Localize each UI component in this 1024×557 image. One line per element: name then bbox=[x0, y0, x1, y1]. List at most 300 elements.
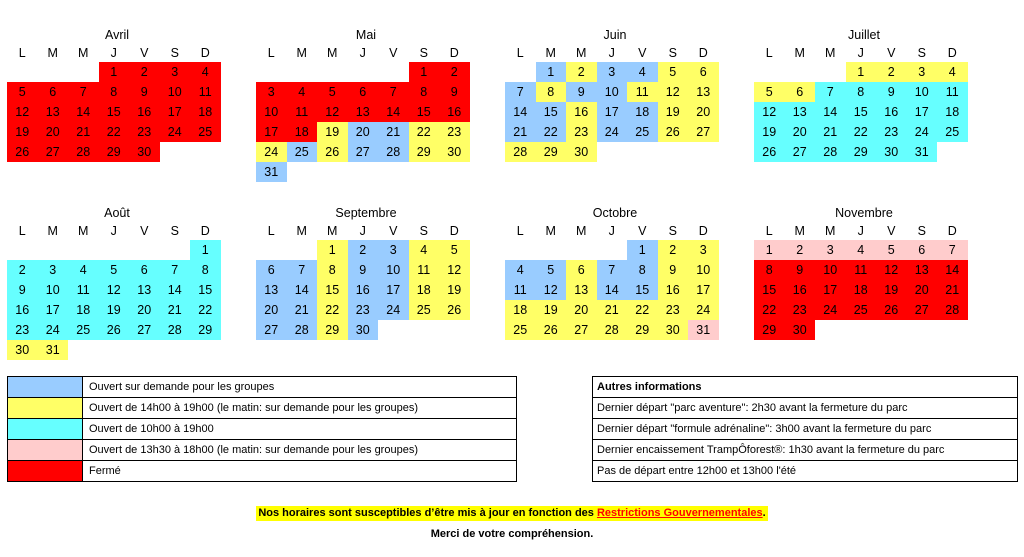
info-table bbox=[592, 376, 1018, 482]
month-title: Septembre bbox=[335, 206, 397, 220]
empty-cell bbox=[129, 240, 160, 260]
weekday-label: M bbox=[825, 224, 836, 238]
weekday-header bbox=[754, 44, 974, 62]
day-cell: 16 bbox=[785, 280, 816, 300]
day-cell: 21 bbox=[287, 300, 318, 320]
day-cell: 7 bbox=[68, 82, 99, 102]
week-row bbox=[7, 300, 227, 320]
day-cell: 4 bbox=[190, 62, 221, 82]
day-cell: 1 bbox=[536, 62, 567, 82]
restrictions-link[interactable]: Restrictions Gouvernementales bbox=[596, 507, 763, 519]
day-cell: 3 bbox=[256, 82, 287, 102]
empty-cell bbox=[815, 62, 846, 82]
day-cell: 28 bbox=[815, 142, 846, 162]
day-cell: 23 bbox=[439, 122, 470, 142]
weekday-label: M bbox=[794, 224, 805, 238]
day-cell: 8 bbox=[754, 260, 785, 280]
week-row bbox=[754, 62, 974, 82]
day-cell: 8 bbox=[409, 82, 440, 102]
day-cell: 24 bbox=[160, 122, 191, 142]
day-cell: 28 bbox=[160, 320, 191, 340]
day-cell: 18 bbox=[505, 300, 536, 320]
day-cell: 23 bbox=[7, 320, 38, 340]
day-cell: 30 bbox=[129, 142, 160, 162]
day-cell: 2 bbox=[785, 240, 816, 260]
week-row bbox=[256, 300, 476, 320]
weekday-label: V bbox=[887, 46, 896, 60]
weekday-label: D bbox=[200, 46, 210, 60]
day-cell: 18 bbox=[846, 280, 877, 300]
legend-label: Ouvert de 13h30 à 18h00 (le matin: sur demande pour les groupes) bbox=[89, 444, 418, 456]
day-cell: 6 bbox=[256, 260, 287, 280]
weekday-label: L bbox=[267, 46, 275, 60]
month-title: Octobre bbox=[592, 206, 638, 220]
notice-text: Nos horaires sont susceptibles d’être mis à jour en fonction des bbox=[258, 507, 597, 519]
day-cell: 2 bbox=[348, 240, 379, 260]
day-cell: 22 bbox=[99, 122, 130, 142]
day-cell: 23 bbox=[348, 300, 379, 320]
day-cell: 28 bbox=[378, 142, 409, 162]
empty-cell bbox=[536, 240, 567, 260]
day-cell: 16 bbox=[439, 102, 470, 122]
day-cell: 18 bbox=[68, 300, 99, 320]
day-cell: 1 bbox=[99, 62, 130, 82]
day-cell: 13 bbox=[785, 102, 816, 122]
weekday-header bbox=[505, 222, 725, 240]
day-cell: 7 bbox=[160, 260, 191, 280]
weekday-label: M bbox=[794, 46, 805, 60]
weekday-label: S bbox=[419, 224, 428, 238]
legend-row bbox=[8, 440, 516, 461]
day-cell: 16 bbox=[348, 280, 379, 300]
day-cell: 30 bbox=[785, 320, 816, 340]
day-cell: 4 bbox=[409, 240, 440, 260]
day-cell: 5 bbox=[536, 260, 567, 280]
day-cell: 14 bbox=[287, 280, 318, 300]
day-cell: 22 bbox=[627, 300, 658, 320]
month-title: Juin bbox=[603, 28, 627, 42]
day-cell: 27 bbox=[348, 142, 379, 162]
day-cell: 21 bbox=[505, 122, 536, 142]
week-row bbox=[256, 82, 476, 102]
day-cell: 22 bbox=[536, 122, 567, 142]
empty-cell bbox=[566, 240, 597, 260]
weekday-label: V bbox=[887, 224, 896, 238]
week-row bbox=[754, 320, 974, 340]
day-cell: 13 bbox=[348, 102, 379, 122]
weekday-label: D bbox=[947, 46, 957, 60]
legend-swatch bbox=[8, 377, 83, 397]
day-cell: 12 bbox=[439, 260, 470, 280]
week-row bbox=[505, 122, 725, 142]
day-cell: 3 bbox=[38, 260, 69, 280]
week-row bbox=[505, 300, 725, 320]
day-cell: 26 bbox=[876, 300, 907, 320]
day-cell: 15 bbox=[317, 280, 348, 300]
empty-cell bbox=[38, 62, 69, 82]
day-cell: 31 bbox=[256, 162, 287, 182]
day-cell: 9 bbox=[7, 280, 38, 300]
day-cell: 15 bbox=[409, 102, 440, 122]
day-cell: 25 bbox=[937, 122, 968, 142]
day-cell: 27 bbox=[566, 320, 597, 340]
day-cell: 23 bbox=[129, 122, 160, 142]
day-cell: 20 bbox=[256, 300, 287, 320]
day-cell: 31 bbox=[907, 142, 938, 162]
day-cell: 19 bbox=[7, 122, 38, 142]
day-cell: 20 bbox=[129, 300, 160, 320]
day-cell: 23 bbox=[785, 300, 816, 320]
empty-cell bbox=[256, 240, 287, 260]
week-row bbox=[256, 102, 476, 122]
legend-swatch bbox=[8, 419, 83, 439]
day-cell: 7 bbox=[815, 82, 846, 102]
day-cell: 9 bbox=[129, 82, 160, 102]
notice-end: . bbox=[762, 507, 766, 519]
day-cell: 18 bbox=[937, 102, 968, 122]
week-row bbox=[256, 62, 476, 82]
legend-label: Ouvert sur demande pour les groupes bbox=[89, 381, 275, 393]
day-cell: 15 bbox=[190, 280, 221, 300]
day-cell: 7 bbox=[505, 82, 536, 102]
day-cell: 16 bbox=[566, 102, 597, 122]
weekday-label: M bbox=[296, 46, 307, 60]
day-cell: 11 bbox=[68, 280, 99, 300]
day-cell: 4 bbox=[68, 260, 99, 280]
month-octobre bbox=[505, 205, 725, 340]
day-cell: 30 bbox=[876, 142, 907, 162]
weekday-label: M bbox=[545, 224, 556, 238]
day-cell: 1 bbox=[846, 62, 877, 82]
empty-cell bbox=[785, 62, 816, 82]
day-cell: 27 bbox=[785, 142, 816, 162]
empty-cell bbox=[7, 240, 38, 260]
day-cell: 12 bbox=[754, 102, 785, 122]
empty-cell bbox=[99, 240, 130, 260]
day-cell: 12 bbox=[99, 280, 130, 300]
day-cell: 27 bbox=[129, 320, 160, 340]
day-cell: 12 bbox=[317, 102, 348, 122]
day-cell: 27 bbox=[38, 142, 69, 162]
day-cell: 18 bbox=[287, 122, 318, 142]
day-cell: 2 bbox=[7, 260, 38, 280]
day-cell: 19 bbox=[536, 300, 567, 320]
weekday-label: M bbox=[576, 46, 587, 60]
empty-cell bbox=[160, 240, 191, 260]
month-septembre bbox=[256, 205, 476, 340]
week-row bbox=[7, 320, 227, 340]
day-cell: 10 bbox=[688, 260, 719, 280]
day-cell: 10 bbox=[378, 260, 409, 280]
day-cell: 24 bbox=[815, 300, 846, 320]
day-cell: 27 bbox=[256, 320, 287, 340]
weekday-label: J bbox=[359, 46, 366, 60]
legend-swatch bbox=[8, 461, 83, 481]
week-row bbox=[505, 240, 725, 260]
week-row bbox=[505, 320, 725, 340]
weekday-label: M bbox=[576, 224, 587, 238]
week-row bbox=[7, 122, 227, 142]
day-cell: 26 bbox=[317, 142, 348, 162]
weekday-label: M bbox=[47, 224, 58, 238]
day-cell: 1 bbox=[754, 240, 785, 260]
day-cell: 10 bbox=[907, 82, 938, 102]
day-cell: 29 bbox=[317, 320, 348, 340]
day-cell: 26 bbox=[658, 122, 689, 142]
day-cell: 18 bbox=[190, 102, 221, 122]
day-cell: 17 bbox=[815, 280, 846, 300]
week-row bbox=[505, 142, 725, 162]
day-cell: 24 bbox=[256, 142, 287, 162]
week-row bbox=[505, 82, 725, 102]
weekday-label: J bbox=[359, 224, 366, 238]
day-cell: 19 bbox=[754, 122, 785, 142]
day-cell: 6 bbox=[688, 62, 719, 82]
day-cell: 11 bbox=[505, 280, 536, 300]
day-cell: 9 bbox=[566, 82, 597, 102]
empty-cell bbox=[348, 62, 379, 82]
empty-cell bbox=[754, 62, 785, 82]
day-cell: 6 bbox=[38, 82, 69, 102]
week-row bbox=[256, 260, 476, 280]
empty-cell bbox=[287, 62, 318, 82]
day-cell: 13 bbox=[129, 280, 160, 300]
day-cell: 31 bbox=[688, 320, 719, 340]
day-cell: 29 bbox=[99, 142, 130, 162]
day-cell: 1 bbox=[627, 240, 658, 260]
day-cell: 2 bbox=[566, 62, 597, 82]
day-cell: 14 bbox=[68, 102, 99, 122]
day-cell: 5 bbox=[317, 82, 348, 102]
day-cell: 29 bbox=[627, 320, 658, 340]
day-cell: 26 bbox=[439, 300, 470, 320]
week-row bbox=[754, 300, 974, 320]
weekday-label: J bbox=[857, 46, 864, 60]
day-cell: 6 bbox=[129, 260, 160, 280]
day-cell: 19 bbox=[439, 280, 470, 300]
empty-cell bbox=[505, 62, 536, 82]
day-cell: 11 bbox=[190, 82, 221, 102]
week-row bbox=[754, 102, 974, 122]
day-cell: 18 bbox=[627, 102, 658, 122]
weekday-label: D bbox=[698, 46, 708, 60]
day-cell: 26 bbox=[7, 142, 38, 162]
month-mai bbox=[256, 27, 476, 182]
day-cell: 20 bbox=[688, 102, 719, 122]
day-cell: 9 bbox=[439, 82, 470, 102]
week-row bbox=[7, 62, 227, 82]
empty-cell bbox=[68, 240, 99, 260]
month-juin bbox=[505, 27, 725, 162]
day-cell: 19 bbox=[658, 102, 689, 122]
day-cell: 10 bbox=[256, 102, 287, 122]
weekday-header bbox=[7, 44, 227, 62]
day-cell: 16 bbox=[7, 300, 38, 320]
day-cell: 22 bbox=[190, 300, 221, 320]
day-cell: 16 bbox=[876, 102, 907, 122]
day-cell: 22 bbox=[409, 122, 440, 142]
weekday-label: M bbox=[296, 224, 307, 238]
day-cell: 12 bbox=[536, 280, 567, 300]
day-cell: 12 bbox=[876, 260, 907, 280]
day-cell: 9 bbox=[658, 260, 689, 280]
day-cell: 8 bbox=[190, 260, 221, 280]
day-cell: 22 bbox=[754, 300, 785, 320]
empty-cell bbox=[287, 240, 318, 260]
week-row bbox=[754, 240, 974, 260]
day-cell: 7 bbox=[937, 240, 968, 260]
week-row bbox=[256, 142, 476, 162]
day-cell: 20 bbox=[907, 280, 938, 300]
weekday-label: S bbox=[668, 224, 677, 238]
day-cell: 12 bbox=[658, 82, 689, 102]
info-row: Pas de départ entre 12h00 et 13h00 l'été bbox=[593, 461, 1017, 482]
day-cell: 16 bbox=[658, 280, 689, 300]
empty-cell bbox=[505, 240, 536, 260]
day-cell: 8 bbox=[846, 82, 877, 102]
weekday-label: S bbox=[917, 224, 926, 238]
day-cell: 23 bbox=[876, 122, 907, 142]
month-avril bbox=[7, 27, 227, 162]
day-cell: 11 bbox=[409, 260, 440, 280]
day-cell: 26 bbox=[754, 142, 785, 162]
day-cell: 18 bbox=[409, 280, 440, 300]
day-cell: 15 bbox=[536, 102, 567, 122]
weekday-header bbox=[256, 222, 476, 240]
day-cell: 11 bbox=[846, 260, 877, 280]
day-cell: 7 bbox=[287, 260, 318, 280]
day-cell: 28 bbox=[68, 142, 99, 162]
day-cell: 14 bbox=[597, 280, 628, 300]
week-row bbox=[754, 260, 974, 280]
day-cell: 25 bbox=[505, 320, 536, 340]
day-cell: 20 bbox=[566, 300, 597, 320]
weekday-label: M bbox=[825, 46, 836, 60]
day-cell: 7 bbox=[378, 82, 409, 102]
weekday-label: V bbox=[140, 224, 149, 238]
day-cell: 21 bbox=[815, 122, 846, 142]
day-cell: 19 bbox=[317, 122, 348, 142]
day-cell: 29 bbox=[536, 142, 567, 162]
day-cell: 25 bbox=[190, 122, 221, 142]
week-row bbox=[505, 260, 725, 280]
weekday-label: J bbox=[857, 224, 864, 238]
weekday-label: M bbox=[78, 46, 89, 60]
week-row bbox=[256, 162, 476, 182]
day-cell: 20 bbox=[38, 122, 69, 142]
day-cell: 30 bbox=[439, 142, 470, 162]
weekday-label: M bbox=[78, 224, 89, 238]
weekday-label: S bbox=[170, 46, 179, 60]
day-cell: 1 bbox=[317, 240, 348, 260]
day-cell: 12 bbox=[7, 102, 38, 122]
week-row bbox=[7, 240, 227, 260]
day-cell: 24 bbox=[38, 320, 69, 340]
day-cell: 16 bbox=[129, 102, 160, 122]
weekday-label: L bbox=[765, 224, 773, 238]
day-cell: 15 bbox=[627, 280, 658, 300]
legend-label: Ouvert de 14h00 à 19h00 (le matin: sur demande pour les groupes) bbox=[89, 402, 418, 414]
weekday-label: V bbox=[638, 224, 647, 238]
day-cell: 1 bbox=[409, 62, 440, 82]
day-cell: 19 bbox=[99, 300, 130, 320]
notice-thanks: Merci de votre compréhension. bbox=[430, 528, 594, 540]
legend-row bbox=[8, 419, 516, 440]
week-row bbox=[754, 280, 974, 300]
day-cell: 3 bbox=[907, 62, 938, 82]
day-cell: 17 bbox=[256, 122, 287, 142]
day-cell: 5 bbox=[658, 62, 689, 82]
week-row bbox=[7, 82, 227, 102]
day-cell: 9 bbox=[348, 260, 379, 280]
week-row bbox=[256, 320, 476, 340]
notice-line bbox=[256, 506, 767, 521]
day-cell: 30 bbox=[7, 340, 38, 360]
day-cell: 5 bbox=[7, 82, 38, 102]
day-cell: 4 bbox=[937, 62, 968, 82]
day-cell: 6 bbox=[907, 240, 938, 260]
weekday-label: V bbox=[140, 46, 149, 60]
empty-cell bbox=[378, 62, 409, 82]
weekday-label: S bbox=[668, 46, 677, 60]
week-row bbox=[256, 280, 476, 300]
weekday-label: D bbox=[449, 46, 459, 60]
weekday-label: S bbox=[419, 46, 428, 60]
month-title: Juillet bbox=[848, 28, 880, 42]
day-cell: 14 bbox=[378, 102, 409, 122]
day-cell: 29 bbox=[754, 320, 785, 340]
day-cell: 29 bbox=[846, 142, 877, 162]
day-cell: 23 bbox=[658, 300, 689, 320]
weekday-header bbox=[754, 222, 974, 240]
day-cell: 21 bbox=[160, 300, 191, 320]
day-cell: 17 bbox=[160, 102, 191, 122]
day-cell: 28 bbox=[287, 320, 318, 340]
week-row bbox=[505, 102, 725, 122]
notice bbox=[0, 506, 1024, 542]
info-row: Dernier départ "parc aventure": 2h30 avant la fermeture du parc bbox=[593, 398, 1017, 419]
week-row bbox=[7, 260, 227, 280]
day-cell: 6 bbox=[785, 82, 816, 102]
day-cell: 17 bbox=[597, 102, 628, 122]
day-cell: 9 bbox=[785, 260, 816, 280]
weekday-label: J bbox=[608, 224, 615, 238]
day-cell: 26 bbox=[99, 320, 130, 340]
day-cell: 21 bbox=[378, 122, 409, 142]
week-row bbox=[505, 62, 725, 82]
day-cell: 4 bbox=[846, 240, 877, 260]
day-cell: 2 bbox=[439, 62, 470, 82]
day-cell: 14 bbox=[505, 102, 536, 122]
day-cell: 4 bbox=[627, 62, 658, 82]
day-cell: 13 bbox=[688, 82, 719, 102]
day-cell: 21 bbox=[68, 122, 99, 142]
day-cell: 5 bbox=[439, 240, 470, 260]
day-cell: 6 bbox=[566, 260, 597, 280]
day-cell: 15 bbox=[99, 102, 130, 122]
legend-row bbox=[8, 461, 516, 482]
day-cell: 10 bbox=[597, 82, 628, 102]
weekday-label: S bbox=[917, 46, 926, 60]
week-row bbox=[7, 102, 227, 122]
day-cell: 3 bbox=[378, 240, 409, 260]
day-cell: 26 bbox=[536, 320, 567, 340]
weekday-label: M bbox=[47, 46, 58, 60]
weekday-header bbox=[505, 44, 725, 62]
day-cell: 8 bbox=[627, 260, 658, 280]
legend-label: Fermé bbox=[89, 465, 121, 477]
weekday-label: J bbox=[608, 46, 615, 60]
